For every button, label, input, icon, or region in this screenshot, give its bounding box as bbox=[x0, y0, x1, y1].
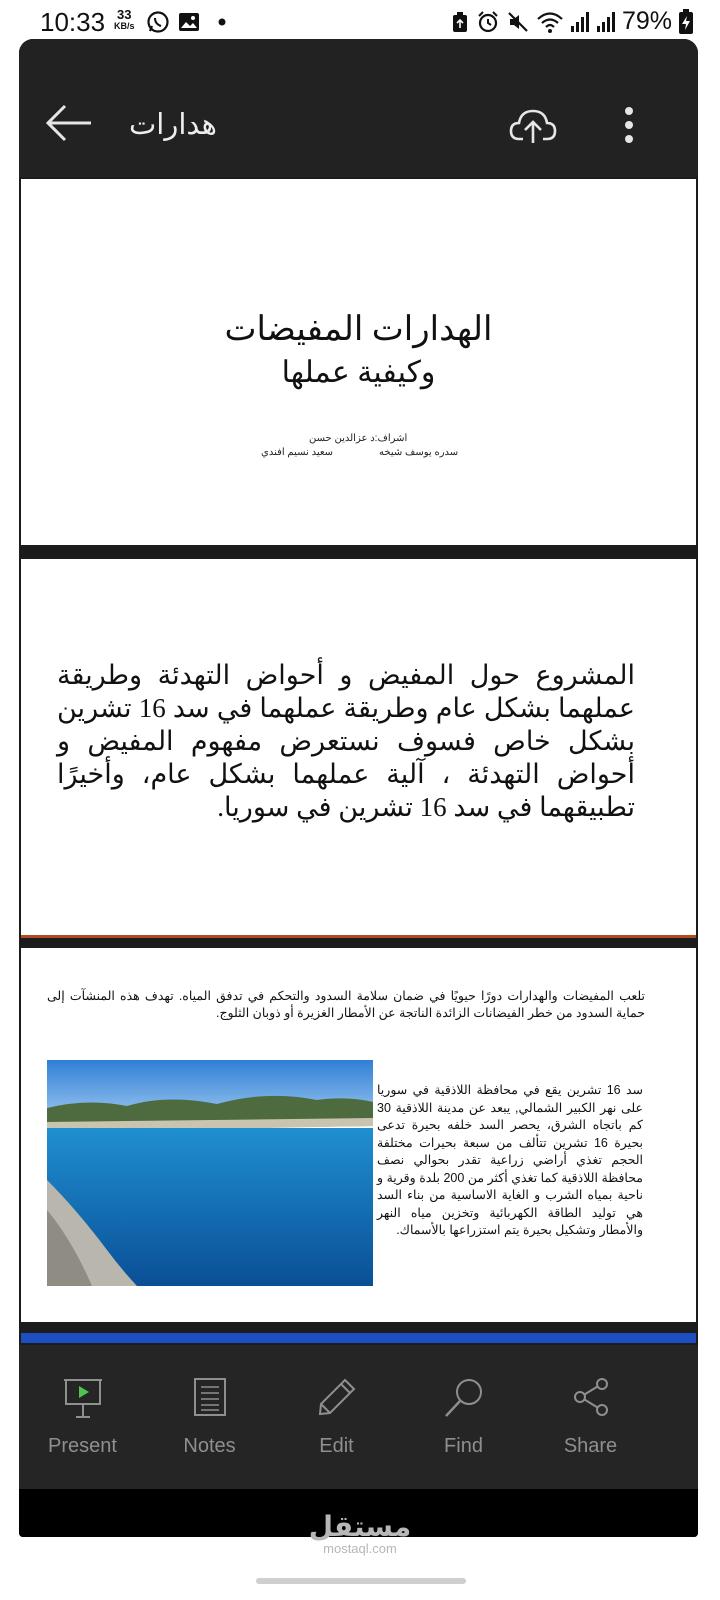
share-label: Share bbox=[563, 1435, 618, 1457]
signal-icon bbox=[596, 11, 616, 33]
net-speed-indicator bbox=[114, 8, 135, 31]
status-bar bbox=[0, 0, 720, 44]
slide2-accent-line bbox=[21, 935, 696, 938]
notes-button[interactable] bbox=[146, 1345, 273, 1489]
net-speed-unit: KB/s bbox=[114, 21, 135, 31]
slide1-student-1: سدره يوسف شيخه bbox=[379, 447, 459, 458]
find-label: Find bbox=[444, 1435, 483, 1457]
present-label: Present bbox=[48, 1435, 117, 1457]
slide-thumbnail-2[interactable] bbox=[21, 559, 696, 935]
bottom-toolbar bbox=[19, 1345, 698, 1489]
find-button[interactable] bbox=[400, 1345, 527, 1489]
present-icon bbox=[63, 1377, 103, 1419]
watermark-url: mostaql.com bbox=[323, 1541, 397, 1556]
slide1-student-2: سعيد نسيم افندي bbox=[261, 447, 334, 458]
signal-icon bbox=[570, 11, 590, 33]
mute-icon bbox=[506, 10, 530, 34]
notes-icon bbox=[193, 1377, 227, 1417]
watermark bbox=[0, 1512, 720, 1556]
slide1-title: الهدارات المفيضات bbox=[224, 311, 493, 348]
dam-lake-photo bbox=[47, 1060, 373, 1286]
battery-percent: 79% bbox=[621, 7, 672, 35]
share-icon bbox=[571, 1377, 611, 1417]
slide-thumbnail-1[interactable] bbox=[21, 179, 696, 545]
whatsapp-icon bbox=[146, 10, 170, 34]
battery-charging-icon bbox=[678, 9, 694, 35]
dot-icon bbox=[208, 11, 230, 33]
slide3-intro: تلعب المفيضات والهدارات دورًا حيويًا في ضمان سلامة السدود والتحكم في تدفق المياه. تهدف هذه المنشآت إلى حماية السدود من خطر الفيضانات الزائدة الناتجة عن الأمطار الغزيرة أو ذوبان الثلوج. bbox=[47, 989, 645, 1020]
notes-label: Notes bbox=[183, 1435, 236, 1457]
more-vertical-icon[interactable] bbox=[615, 103, 643, 147]
slide2-text: المشروع حول المفيض و أحواض التهدئة وطريقة عملهما بشكل عام وطريقة عملهما في سد 16 تشرين بشكل خاص فسوف نستعرض مفهوم المفيض و أحواض التهدئة ، آلية عملهما بشكل عام، وأخيرًا تطبيقهما في سد 16 تشرين في سوريا. bbox=[57, 660, 635, 822]
slide1-subtitle: وكيفية عملها bbox=[281, 356, 436, 389]
app-window bbox=[19, 39, 698, 1537]
watermark-logo: مستقل bbox=[308, 1510, 412, 1543]
net-speed-value: 33 bbox=[117, 7, 132, 22]
present-button[interactable] bbox=[19, 1345, 146, 1489]
edit-button[interactable] bbox=[273, 1345, 400, 1489]
slide1-supervisor: اشراف:د عزالدين حسن bbox=[309, 433, 408, 444]
cloud-upload-icon[interactable] bbox=[509, 105, 557, 145]
app-bar bbox=[19, 39, 698, 177]
gallery-icon bbox=[178, 11, 200, 33]
notification-icons bbox=[146, 10, 230, 34]
slide-thumbnail-3[interactable] bbox=[21, 948, 696, 1322]
alarm-icon bbox=[476, 10, 500, 34]
home-indicator[interactable] bbox=[256, 1578, 466, 1584]
system-icons bbox=[450, 7, 694, 36]
document-title: هدارات bbox=[129, 107, 217, 141]
pencil-icon bbox=[317, 1377, 357, 1417]
wifi-icon bbox=[536, 10, 564, 34]
search-icon bbox=[443, 1377, 485, 1419]
share-button[interactable] bbox=[527, 1345, 654, 1489]
recycle-icon bbox=[450, 11, 470, 33]
slide3-body: سد 16 تشرين يقع في محافظة اللاذقية في سوريا على نهر الكبير الشمالي, يبعد عن مدينة اللاذقية 30 كم باتجاه الشرق، يحصر السد خلفه بحيرة تدعى بحيرة 16 تشرين تتألف من سبعة بحيرات مختلفة الحجم تغذي أراضي زراعية تقدر بحوالي نصف محافظة اللاذقية كما تغذي أكثر من 200 بلدة وقرية و ناحية بمياه الشرب و الغاية الاساسية من بناء السد هي توليد الطاقة الكهربائية وتخزين مياه النهر والأمطار وتشكيل بحيرة يتم استزراعها بالأسماك. bbox=[377, 1083, 643, 1237]
edit-label: Edit bbox=[319, 1435, 354, 1457]
arrow-left-icon[interactable] bbox=[43, 101, 95, 145]
status-time: 10:33 bbox=[40, 7, 106, 37]
slide-thumbnail-4[interactable] bbox=[21, 1333, 696, 1343]
